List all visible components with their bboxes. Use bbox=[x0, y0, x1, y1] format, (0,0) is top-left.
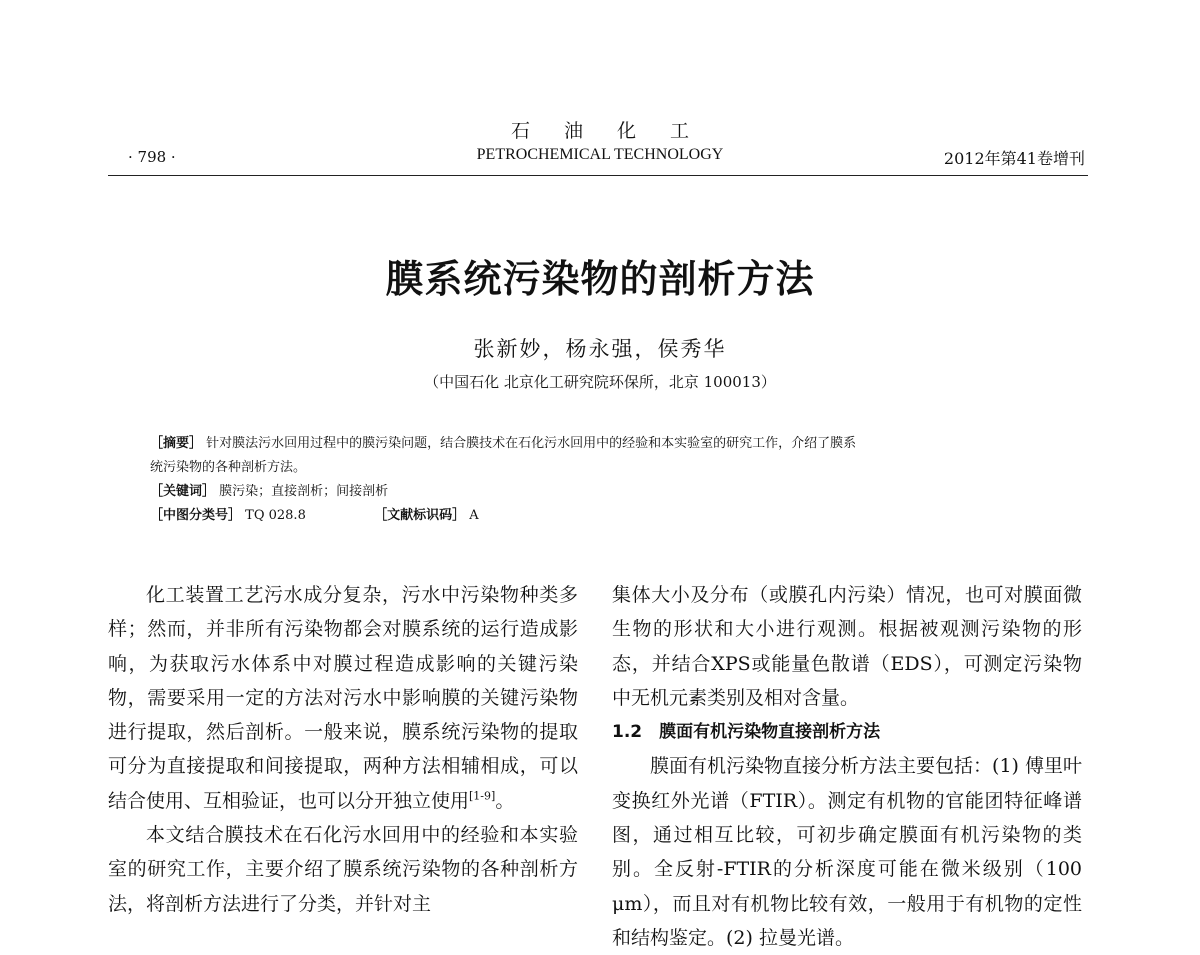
classification-line bbox=[150, 504, 1050, 528]
clc-code: TQ 028.8 bbox=[245, 508, 306, 523]
abstract-text-2: 统污染物的各种剖析方法。 bbox=[150, 460, 307, 475]
abstract-label: ［摘要］ bbox=[150, 436, 203, 451]
right-paragraph-2: 膜面有机污染物直接分析方法主要包括：(1) 傅里叶变换红外光谱（FTIR）。测定有机物的官能团特征峰谱图，通过相互比较，可初步确定膜面有机污染物的类别。全反射-FTIR的分析深度可能在微米级别（100 μm），而且对有机物比较有效，一般用于有机物的定性和结构鉴定。(2) 拉曼光谱。 bbox=[612, 755, 1082, 949]
left-paragraph-1-end: 。 bbox=[495, 789, 515, 812]
header-divider bbox=[108, 175, 1088, 176]
body-paragraph bbox=[108, 578, 578, 818]
abstract-line-1 bbox=[150, 432, 1050, 456]
author-affiliation: （中国石化 北京化工研究院环保所，北京 100013） bbox=[424, 373, 776, 391]
keywords-label: ［关键词］ bbox=[150, 484, 216, 499]
abstract-text-1: 针对膜法污水回用过程中的膜污染问题，结合膜技术在石化污水回用中的经验和本实验室的研究工作，介绍了膜系 bbox=[206, 436, 857, 451]
article-authors: 张新妙，杨永强，侯秀华 bbox=[473, 337, 727, 361]
article-title: 膜系统污染物的剖析方法 bbox=[385, 257, 815, 301]
doc-code-label: ［文献标识码］ bbox=[374, 508, 466, 523]
keywords-line bbox=[150, 480, 1050, 504]
clc-label: ［中图分类号］ bbox=[150, 508, 242, 523]
abstract-block bbox=[150, 432, 1050, 528]
right-paragraph-1: 集体大小及分布（或膜孔内污染）情况，也可对膜面微生物的形状和大小进行观测。根据被观测污染物的形态，并结合XPS或能量色散谱（EDS），可测定污染物中无机元素类别及相对含量。 bbox=[612, 584, 1082, 709]
journal-name-cn: 石油化工 bbox=[510, 120, 723, 142]
citation-ref: [1-9] bbox=[469, 789, 496, 803]
body-column-left bbox=[108, 578, 578, 921]
page-number: · 798 · bbox=[128, 148, 176, 166]
body-column-right bbox=[612, 578, 1082, 955]
issue-info: 2012年第41卷增刊 bbox=[943, 149, 1085, 168]
section-heading: 1.2 膜面有机污染物直接剖析方法 bbox=[612, 722, 881, 743]
left-paragraph-2: 本文结合膜技术在石化污水回用中的经验和本实验室的研究工作，主要介绍了膜系统污染物的各种剖析方法，将剖析方法进行了分类，并针对主 bbox=[108, 824, 578, 915]
doc-code: A bbox=[469, 508, 479, 523]
left-paragraph-1: 化工装置工艺污水成分复杂，污水中污染物种类多样；然而，并非所有污染物都会对膜系统的运行造成影响，为获取污水体系中对膜过程造成影响的关键污染物，需要采用一定的方法对污水中影响膜的关键污染物进行提取，然后剖析。一般来说，膜系统污染物的提取可分为直接提取和间接提取，两种方法相辅相成，可以结合使用、互相验证，也可以分开独立使用 bbox=[108, 584, 578, 812]
keywords-text: 膜污染；直接剖析；间接剖析 bbox=[219, 484, 389, 499]
journal-name-en: PETROCHEMICAL TECHNOLOGY bbox=[476, 146, 724, 163]
abstract-line-2 bbox=[150, 456, 1050, 480]
